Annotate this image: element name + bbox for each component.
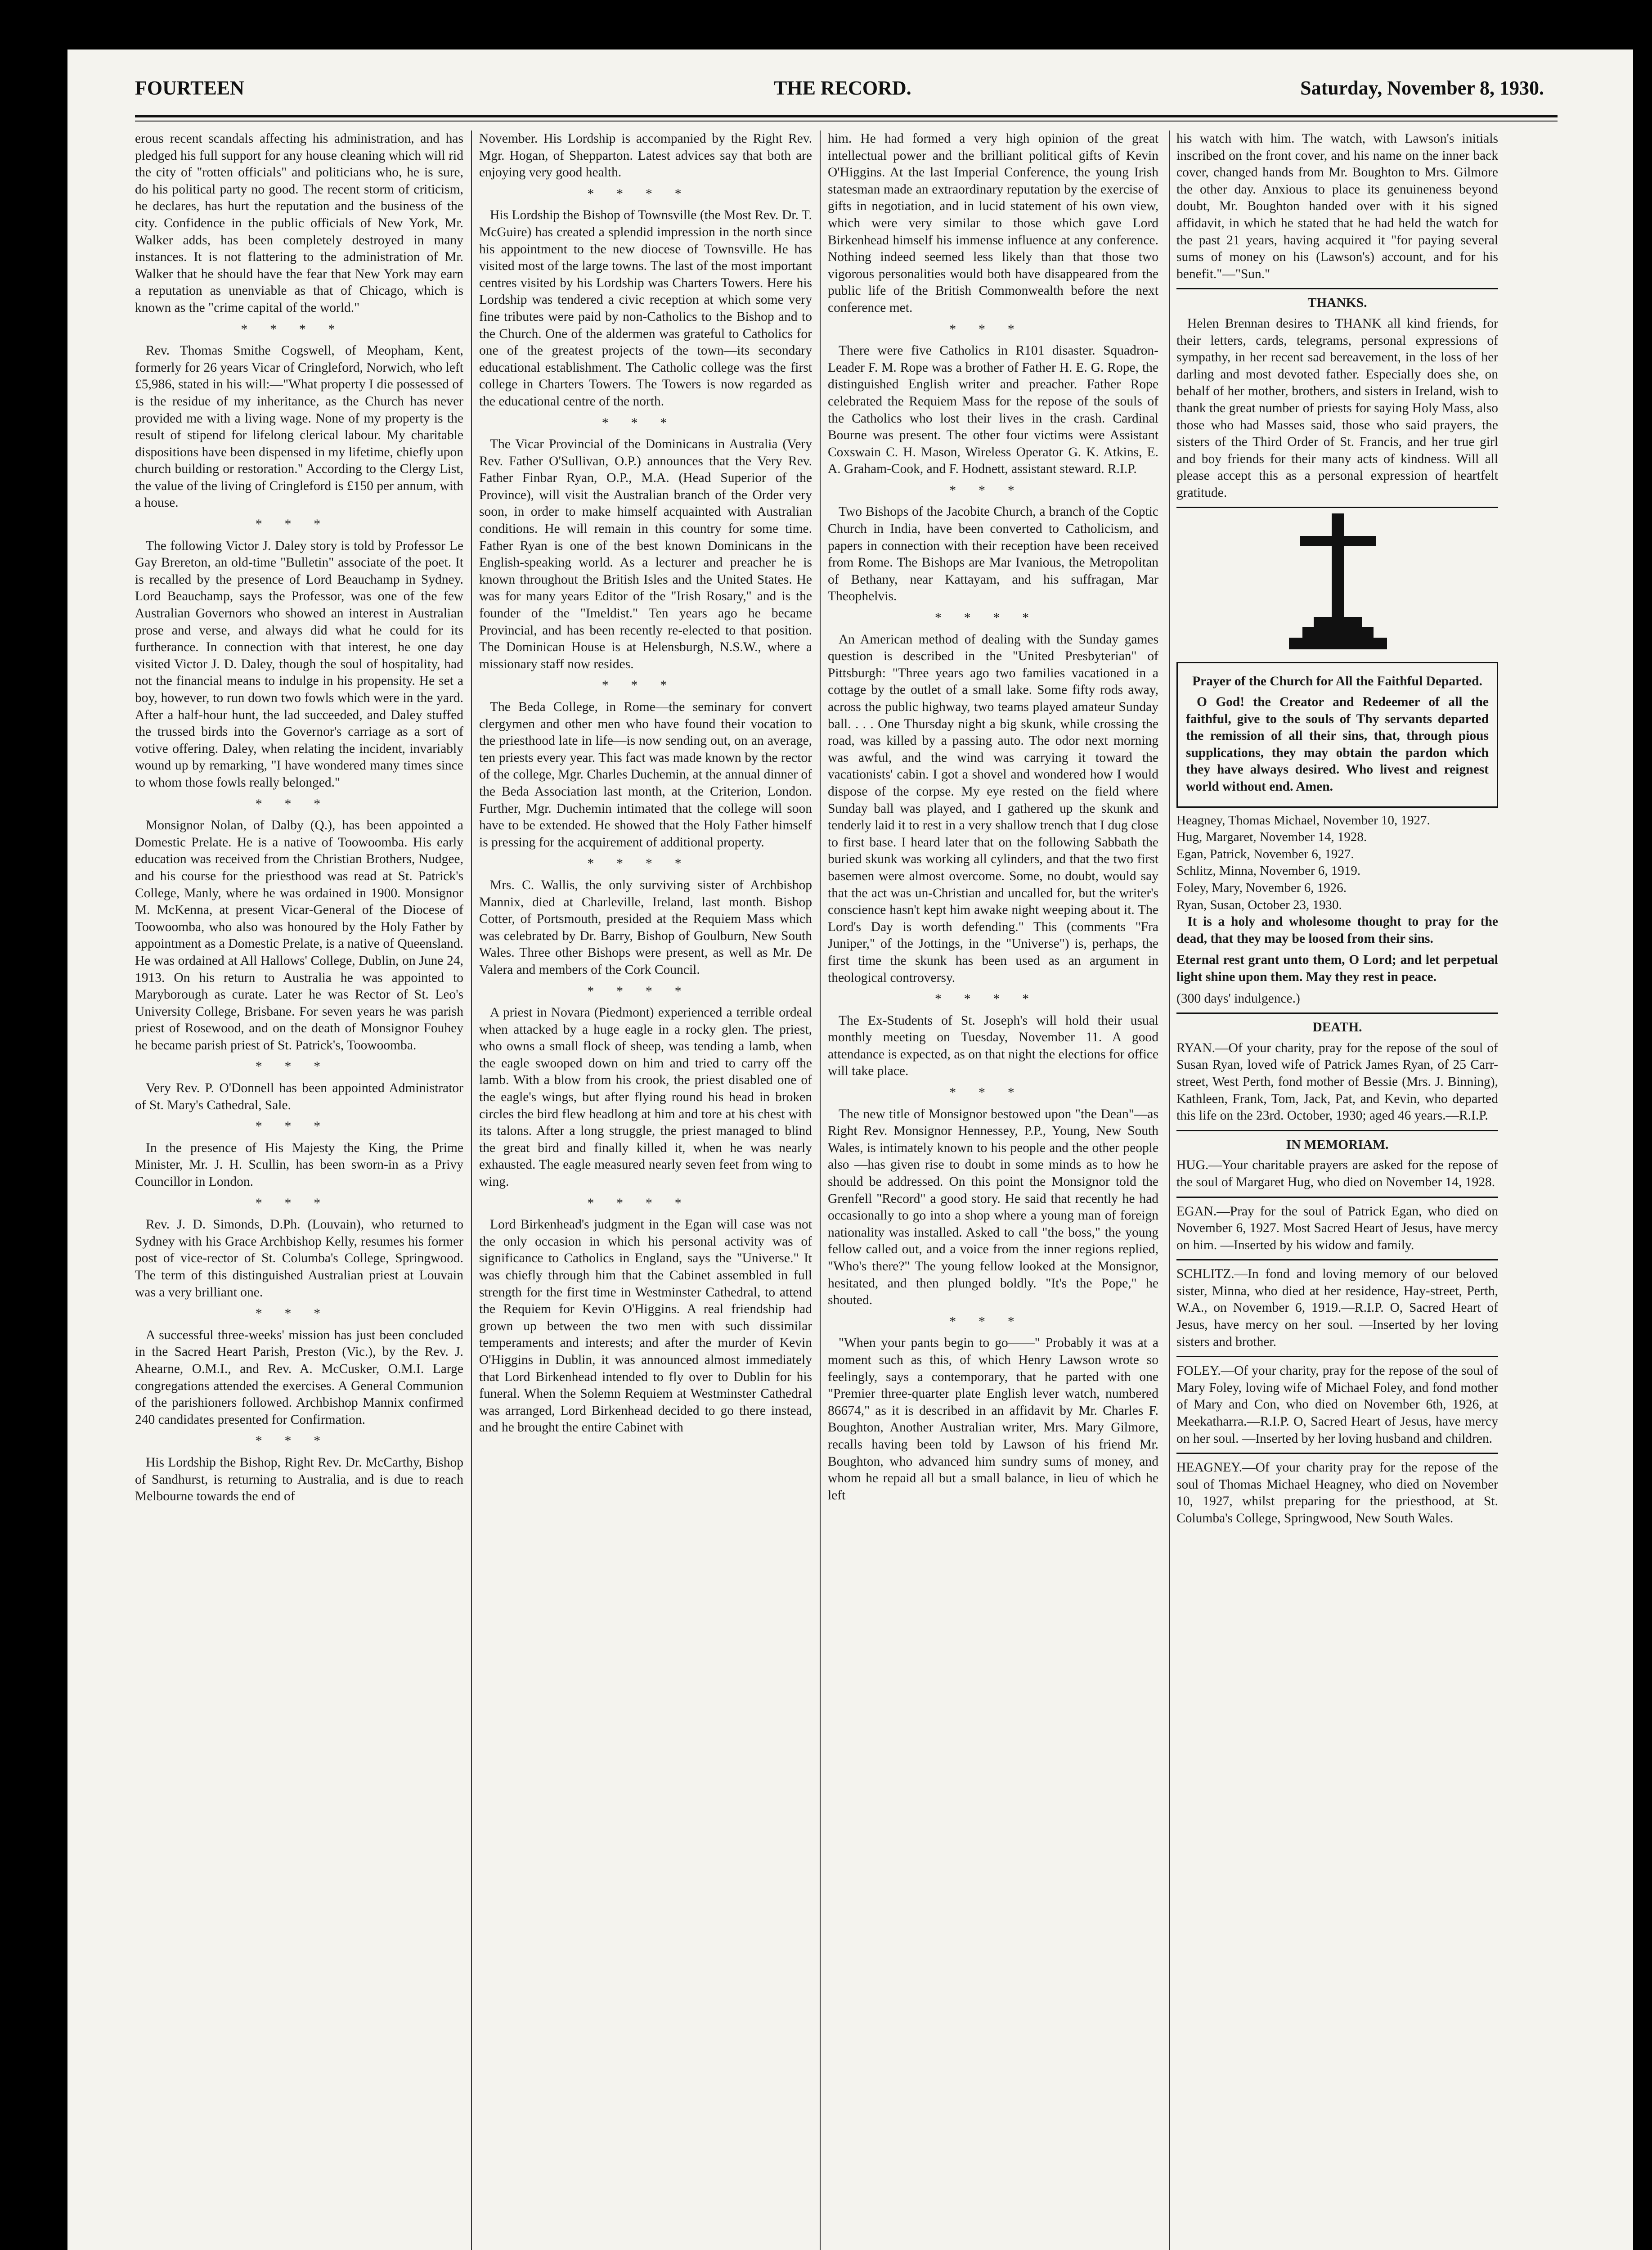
separator-stars: *** <box>602 415 690 430</box>
thanks-notice: Helen Brennan desires to THANK all kind friends, for their letters, cards, telegrams, personal expressions of sympathy, in her recent sad bereavement, in the loss of her darling and most devoted father. Especially does she, on behalf of her mother, brothers, and sisters in Ireland, wish to thank the great number of priests for saying Holy Mass, also those who had Masses said, those who said prayers, the sisters of the Third Order of St. Francis, and her true girl and boy friends for their many acts of kindness. Will all please accept this as a personal expression of heartfelt gratitude. <box>1176 316 1498 500</box>
article-paragraph: Two Bishops of the Jacobite Church, a branch of the Coptic Church in India, have been converted to Catholicism, and papers in connection with their reception have been received from Rome. The Bishops are Mar Ivanious, the Metropolitan of Bethany, near Kattayam, and his suffragan, Mar Theophelvis. <box>828 504 1158 604</box>
article-paragraph: Very Rev. P. O'Donnell has been appointed Administrator of St. Mary's Cathedral, Sale. <box>135 1081 463 1112</box>
separator-stars: **** <box>587 1196 704 1210</box>
cross-icon <box>1176 513 1498 657</box>
article-paragraph: The Beda College, in Rome—the seminary for convert clergymen and other men who have found their vocation to the priesthood late in life—is now sending out, on an average, ten priests every year. This fact was made known by the rector of the college, Mgr. Charles Duchemin, at the annual dinner of the Beda Association last month, at the Criterion, London. Further, Mgr. Duchemin intimated that the college will soon have to be extended. He showed that the Holy Father himself is pressing for the acquirement of additional property. <box>479 700 812 850</box>
column-1 <box>135 130 463 1510</box>
section-rule <box>1176 1356 1498 1357</box>
article-paragraph: There were five Catholics in R101 disaster. Squadron-Leader F. M. Rope was a brother of Father H. E. G. Rope, the distinguished English writer and preacher. Father Rope celebrated the Requiem Mass for the repose of the souls of the Catholics who lost their lives in the crash. Cardinal Bourne was present. The other four victims were Assistant Coxswain C. H. Mason, Wireless Operator G. K. Atkins, E. A. Graham-Cook, and F. Hodnett, assistant steward. R.I.P. <box>828 343 1158 477</box>
prayer-text: O God! the Creator and Redeemer of all the faithful, give to the souls of Thy servants departed the remission of all their sins, that, through pious supplications, they may obtain the pardon which they have always desired. Who livest and reignest world without end. Amen. <box>1186 695 1489 794</box>
separator-stars: **** <box>241 322 358 337</box>
article-paragraph: Mrs. C. Wallis, the only surviving sister of Archbishop Mannix, died at Charleville, Ireland, last month. Bishop Cotter, of Portsmouth, presided at the Requiem Mass which was celebrated by Dr. Barry, Bishop of Goulburn, New South Wales. Three other Bishops were present, as well as Mr. De Valera and members of the Cork Council. <box>479 878 812 977</box>
separator-stars: *** <box>255 796 343 811</box>
separator-stars: *** <box>949 1314 1037 1329</box>
separator-stars: *** <box>949 322 1037 337</box>
article-paragraph: The new title of Monsignor bestowed upon "the Dean"—as Right Rev. Monsignor Hennessey, P.P., Young, New South Wales, is intimately known to his people and the other people also —has given rise to doubt in some minds as to how he should be addressed. On this point the Monsignor told the Grenfell "Record" a good story. He said that recently he had occasionally to go into a shop where a young man of foreign nationality was installed. Asked to call "the boss," the young fellow called out, and a voice from the inner regions replied, "Who's there?" The young fellow looked at the Monsignor, hesitated, and then plunged boldly. "It's the Pope," he shouted. <box>828 1107 1158 1308</box>
issue-date: Saturday, November 8, 1930. <box>1300 77 1544 99</box>
masthead-rule <box>135 115 1558 117</box>
prayer-heading: Prayer of the Church for All the Faithful Departed. <box>1192 674 1482 689</box>
column-divider <box>1169 130 1170 2250</box>
list-item: Egan, Patrick, November 6, 1927. <box>1176 846 1354 861</box>
separator-stars: *** <box>255 1059 343 1074</box>
death-heading: DEATH. <box>1312 1020 1362 1035</box>
separator-stars: **** <box>935 992 1051 1007</box>
section-rule <box>1176 1012 1498 1014</box>
memoriam-notice: EGAN.—Pray for the soul of Patrick Egan, who died on November 6, 1927. Most Sacred Heart of Jesus, have mercy on him. —Inserted by his widow and family. <box>1176 1204 1498 1252</box>
section-rule <box>1176 1197 1498 1198</box>
article-paragraph: his watch with him. The watch, with Lawson's initials inscribed on the front cover, and his name on the inner back cover, changed hands from Mr. Boughton to Mrs. Gilmore the other day. Anxious to place its genuineness beyond doubt, Mr. Boughton handed over with it his signed affidavit, in which he stated that he had held the watch for the past 21 years, having acquired it "for paying several sums of money on his (Lawson's) account, and for his benefit."—"Sun." <box>1176 131 1498 281</box>
memoriam-notice: SCHLITZ.—In fond and loving memory of our beloved sister, Minna, who died at her residence, Hay-street, Perth, W.A., on November 6, 1919.—R.I.P. O, Sacred Heart of Jesus, have mercy on her soul. —Inserted by her loving sisters and brother. <box>1176 1267 1498 1349</box>
article-paragraph: erous recent scandals affecting his administration, and has pledged his full support for any house cleaning which will rid the city of "rotten officials" and politicians who, he is sure, do his political party no good. The recent storm of criticism, he declares, has hurt the reputation and the business of the city. Confidence in the public officials of New York, Mr. Walker adds, has been completely destroyed in many instances. It is not flattering to the administration of Mr. Walker that he should have the fear that New York may earn a reputation as unenviable as that of Chicago, which is known as the "crime capital of the world." <box>135 131 463 315</box>
list-item: Foley, Mary, November 6, 1926. <box>1176 881 1347 895</box>
eternal-rest-prayer: Eternal rest grant unto them, O Lord; and let perpetual light shine upon them. May they rest in peace. <box>1176 953 1498 984</box>
column-divider <box>820 130 821 2250</box>
column-4 <box>1176 130 1498 1532</box>
article-paragraph: Rev. Thomas Smithe Cogswell, of Meopham, Kent, formerly for 26 years Vicar of Cringleford, Norwich, who left £5,986, stated in his will:—"What property I die possessed of is the residue of my inheritance, as the Church has never provided me with a living wage. None of my property is the result of stipend for lifelong clerical labour. My charitable dispositions have been dispensed in my lifetime, chiefly upon church building or restoration." According to the Clergy List, the value of the living of Cringleford is £150 per annum, with a house. <box>135 343 463 510</box>
prayer-box <box>1176 662 1498 807</box>
column-3 <box>828 130 1158 1508</box>
memoriam-heading: IN MEMORIAM. <box>1286 1137 1389 1152</box>
article-paragraph: His Lordship the Bishop of Townsville (the Most Rev. Dr. T. McGuire) has created a splendid impression in the north since his appointment to the new diocese of Townsville. He has visited most of the large towns. The last of the most important centres visited by his Lordship was Charters Towers. Here his Lordship was tendered a civic reception at which some very fine tributes were paid by non-Catholics to the Bishop and to the Church. One of the aldermen was grateful to Catholics for one of the greatest projects of the town—its secondary educational establishment. The Catholic college was the first college in Charters Towers. The Towers is now regarded as the educational centre of the north. <box>479 208 812 409</box>
indulgence-note: (300 days' indulgence.) <box>1176 991 1300 1006</box>
column-divider <box>471 130 472 2250</box>
article-paragraph: His Lordship the Bishop, Right Rev. Dr. McCarthy, Bishop of Sandhurst, is returning to Australia, and is due to reach Melbourne towards the end of <box>135 1455 463 1504</box>
separator-stars: **** <box>935 611 1051 626</box>
section-rule <box>1176 1259 1498 1260</box>
article-paragraph: Monsignor Nolan, of Dalby (Q.), has been appointed a Domestic Prelate. He is a native of Toowoomba. His early education was received from the Christian Brothers, Nudgee, and his course for the priesthood was read at St. Patrick's College, Manly, where he was ordained in 1900. Monsignor M. McKenna, at present Vicar-General of the Diocese of Toowoomba, who also was honoured by the Holy Father by appointment as a Domestic Prelate, is a native of Queensland. He was ordained at All Hallows' College, Dublin, on June 24, 1913. On his return to Australia he was appointed to Maryborough as curate. Later he was Rector of St. Leo's University College, Brisbane. For seven years he was parish priest of Rosewood, and on the death of Monsignor Fouhey he became parish priest of St. Patrick's, Toowoomba. <box>135 818 463 1053</box>
list-item: Schlitz, Minna, November 6, 1919. <box>1176 864 1361 878</box>
names-list <box>1176 812 1498 914</box>
separator-stars: *** <box>949 1085 1037 1100</box>
separator-stars: *** <box>255 517 343 532</box>
separator-stars: **** <box>587 186 704 201</box>
memoriam-notice: FOLEY.—Of your charity, pray for the repose of the soul of Mary Foley, loving wife of Michael Foley, and fond mother of Mary and Con, who died on November 6th, 1926, at Meekatharra.—R.I.P. O, Sacred Heart of Jesus, have mercy on her soul. —Inserted by her loving husband and children. <box>1176 1364 1498 1446</box>
section-rule <box>1176 507 1498 508</box>
section-rule <box>1176 288 1498 289</box>
column-2 <box>479 130 812 1441</box>
article-paragraph: Rev. J. D. Simonds, D.Ph. (Louvain), who returned to Sydney with his Grace Archbishop Kelly, resumes his former post of vice-rector of St. Columba's College, Springwood. The term of this distinguished Australian priest at Louvain was a very brilliant one. <box>135 1217 463 1300</box>
article-paragraph: him. He had formed a very high opinion of the great intellectual power and the brilliant political gifts of Kevin O'Higgins. At the last Imperial Conference, the young Irish statesman made an extraordinary reputation by the exercise of gifts in negotiation, and in lucid statement of his own view, which were very similar to those which gave Lord Birkenhead himself his immense influence at any conference. Nothing indeed seemed less likely than that those two vigorous personalities would both have disappeared from the public life of the British Commonwealth before the next conference met. <box>828 131 1158 315</box>
article-paragraph: A priest in Novara (Piedmont) experienced a terrible ordeal when attacked by a huge eagle in a rocky glen. The priest, who owns a small flock of sheep, was tending a lamb, when the eagle swooped down on him and tried to carry off the lamb. With a blow from his crook, the priest disabled one of the eagle's wings, but after flying round his head in broken circles the bird flew headlong at him and tore at his chest with its talons. After a long struggle, the priest managed to blind the great bird and finally killed it, when he was nearly exhausted. The eagle measured nearly seven feet from wing to wing. <box>479 1005 812 1189</box>
page-number: FOURTEEN <box>135 77 244 99</box>
newspaper-title: THE RECORD. <box>774 77 911 99</box>
section-rule <box>1176 1130 1498 1131</box>
separator-stars: *** <box>255 1196 343 1210</box>
separator-stars: **** <box>587 856 704 871</box>
list-item: Hug, Margaret, November 14, 1928. <box>1176 830 1367 845</box>
masthead-rule-thin <box>135 121 1558 122</box>
separator-stars: *** <box>949 483 1037 498</box>
article-paragraph: An American method of dealing with the Sunday games question is described in the "United Presbyterian" of Pittsburgh: "Three years ago two families vacationed in a cottage by the outlet of a small lake. Some fifty rods away, across the public highway, two teams played amateur Sunday ball. . . . One Thursday night a big skunk, while crossing the road, was killed by a passing auto. The odor next morning was awful, and the wind was carrying it toward the vacationists' cabin. I got a shovel and wondered how I would dispose of the corpse. My eye rested on the field where Sunday ball was played, and I gathered up the skunk and tenderly laid it to rest in a very shallow trench that I dug close to first base. I heard later that on the following Sabbath the buried skunk was working all cylinders, and that the two first basemen were almost overcome. Some, no doubt, would say that the act was un-Christian and uncalled for, but the writer's conscience hasn't kept him awake night weeping about it. The Lord's Day is worth defending." This (comments "Fra Juniper," of the Jottings, in the "Universe") is, perhaps, the first time the skunk has been used as an argument in theological controversy. <box>828 632 1158 985</box>
masthead <box>135 68 1544 112</box>
article-paragraph: The following Victor J. Daley story is told by Professor Le Gay Brereton, an old-time "Bulletin" associate of the poet. It is recalled by the presence of Lord Beauchamp in Sydney. Lord Beauchamp, says the Professor, was one of the few Australian Governors who showed an interest in Australian prose and verse, and always did what he could for its furtherance. In connection with that interest, he one day visited Victor J. D. Daley, though the soul of hospitality, had not the financial means to indulge in his propensity. He set a boy, however, to run down two fowls which were in the yard. After a half-hour hunt, the lad succeeded, and Daley stuffed the trussed birds into the Governor's carriage as a sort of votive offering. Daley, when relating the incident, invariably wound up by remarking, "I have wondered many times since to whom those fowls really belonged." <box>135 538 463 790</box>
article-paragraph: A successful three-weeks' mission has just been concluded in the Sacred Heart Parish, Preston (Vic.), by the Rev. J. Ahearne, O.M.I., and Rev. A. McCusker, O.M.I. Large congregations attended the exercises. A General Communion of the parishioners followed. Archbishop Mannix confirmed 240 candidates presented for Confirmation. <box>135 1328 463 1427</box>
memoriam-notice: HUG.—Your charitable prayers are asked for the repose of the soul of Margaret Hug, who died on November 14, 1928. <box>1176 1158 1498 1189</box>
holy-thought: It is a holy and wholesome thought to pray for the dead, that they may be loosed from their sins. <box>1176 914 1498 946</box>
death-notice: RYAN.—Of your charity, pray for the repose of the soul of Susan Ryan, loved wife of Patrick James Ryan, of 25 Carr-street, West Perth, fond mother of Bessie (Mrs. J. Binning), Kathleen, Frank, Tom, Jack, Pat, and Kevin, who departed this life on the 23rd. October, 1930; aged 46 years.—R.I.P. <box>1176 1040 1498 1123</box>
memoriam-notice: HEAGNEY.—Of your charity pray for the repose of the soul of Thomas Michael Heagney, who died on November 10, 1927, whilst preparing for the priesthood, at St. Columba's College, Springwood, New South Wales. <box>1176 1460 1498 1526</box>
article-paragraph: "When your pants begin to go——" Probably it was at a moment such as this, of which Henry Lawson wrote so feelingly, says a contemporary, that he parted with one "Premier three-quarter plate English lever watch, numbered 86674," as it is described in an affidavit by Mr. Charles F. Boughton, Another Australian writer, Mrs. Mary Gilmore, recalls having been told by Lawson of his friend Mr. Boughton, who advanced him sundry sums of money, and whom he repaid all but a small balance, in lieu of which he left <box>828 1336 1158 1503</box>
article-paragraph: Lord Birkenhead's judgment in the Egan will case was not the only occasion in which his personal activity was of significance to Catholics in England, says the "Universe." It was chiefly through him that the Cabinet assembled in full strength for the first time in Westminster Cathedral, to attend the Requiem for Kevin O'Higgins. A real friendship had grown up between the two men with such dissimilar temperaments and interests; and after the murder of Kevin O'Higgins in Dublin, it was announced almost immediately that Lord Birkenhead intended to fly over to Dublin for his funeral. When the Solemn Requiem at Westminster Cathedral was arranged, Lord Birkenhead decided to go there instead, and he brought the entire Cabinet with <box>479 1217 812 1435</box>
separator-stars: *** <box>602 678 690 693</box>
article-paragraph: November. His Lordship is accompanied by the Right Rev. Mgr. Hogan, of Shepparton. Latest advices say that both are enjoying very good health. <box>479 131 812 180</box>
section-rule <box>1176 1453 1498 1454</box>
list-item: Heagney, Thomas Michael, November 10, 1927. <box>1176 813 1430 828</box>
separator-stars: *** <box>255 1306 343 1321</box>
thanks-heading: THANKS. <box>1307 296 1367 310</box>
separator-stars: **** <box>587 984 704 999</box>
separator-stars: *** <box>255 1434 343 1449</box>
separator-stars: *** <box>255 1119 343 1134</box>
list-item: Ryan, Susan, October 23, 1930. <box>1176 897 1342 912</box>
article-paragraph: In the presence of His Majesty the King, the Prime Minister, Mr. J. H. Scullin, has been sworn-in as a Privy Councillor in London. <box>135 1140 463 1189</box>
article-paragraph: The Vicar Provincial of the Dominicans in Australia (Very Rev. Father O'Sullivan, O.P.) announces that the Very Rev. Father Finbar Ryan, O.P., M.A. (Head Superior of the Province), will visit the Australian branch of the Order very soon, in order to make himself acquainted with Australian conditions. He will remain in this country for some time. Father Ryan is one of the best known Dominicans in the English-speaking world. As a lecturer and preacher he is known throughout the British Isles and the United States. He was for many years Editor of the "Irish Rosary," and is the founder of the "Imeldist." Ten years ago he became Provincial, and has been recently re-elected to that position. The Dominican House is at Helensburgh, N.S.W., where a missionary staff now resides. <box>479 437 812 671</box>
article-paragraph: The Ex-Students of St. Joseph's will hold their usual monthly meeting on Tuesday, November 11. A good attendance is expected, as on that night the elections for office will take place. <box>828 1013 1158 1079</box>
